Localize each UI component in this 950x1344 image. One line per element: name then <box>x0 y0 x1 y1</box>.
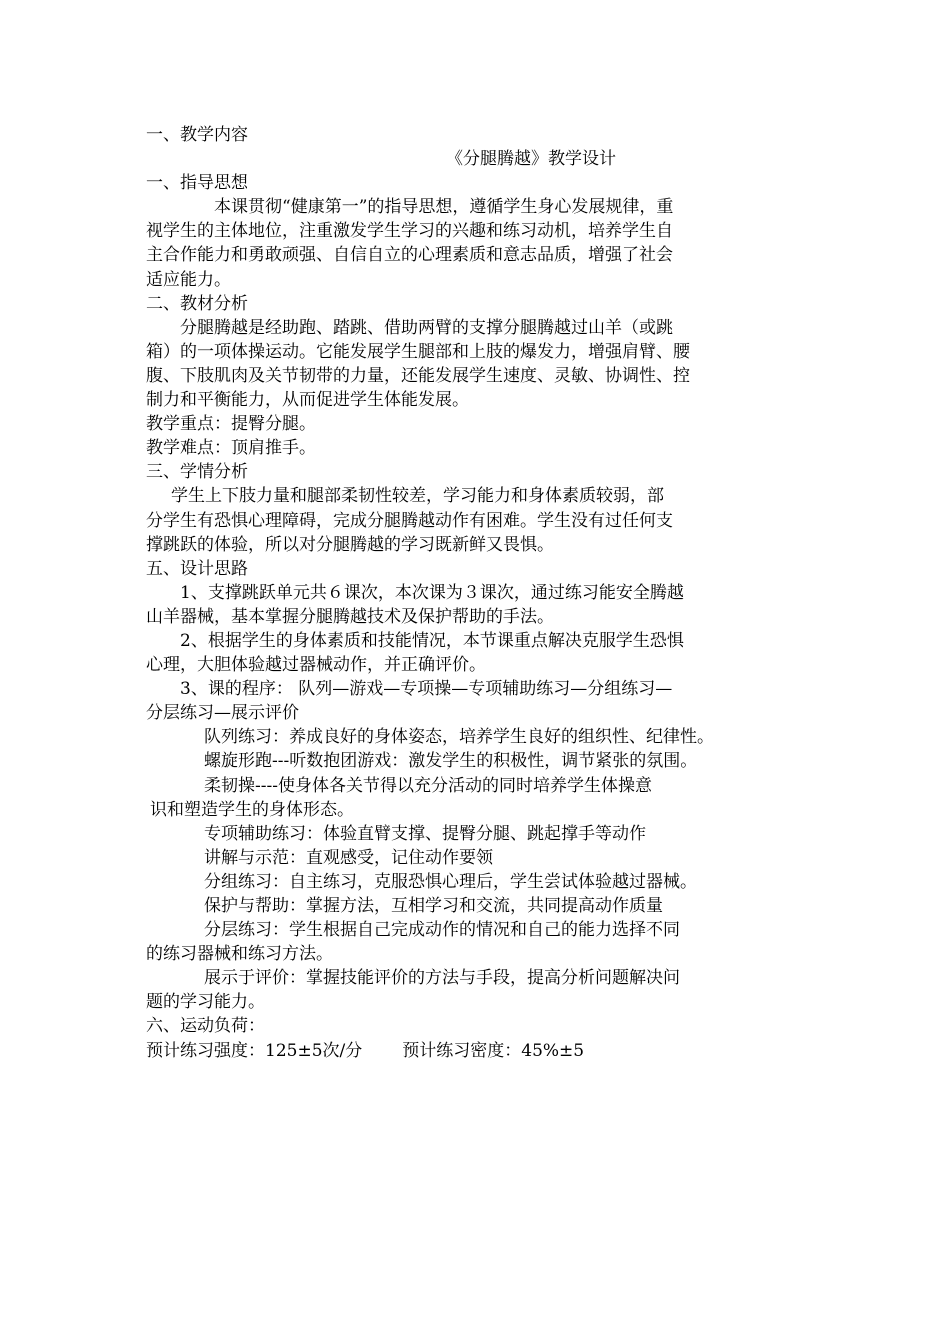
paragraph-line: 撑跳跃的体验，所以对分腿腾越的学习既新鲜又畏惧。 <box>146 534 554 555</box>
section-heading-learner-analysis: 三、学情分析 <box>146 462 248 483</box>
list-item: 2、根据学生的身体素质和技能情况，本节课重点解决克服学生恐惧 <box>180 630 684 651</box>
difficult-point: 教学难点：顶肩推手。 <box>146 438 316 459</box>
section-heading-guiding-thought: 一、指导思想 <box>146 173 248 194</box>
document-page <box>146 123 836 1063</box>
detail-line: 分组练习：自主练习，克服恐惧心理后，学生尝试体验越过器械。 <box>204 871 697 892</box>
exercise-density: 预计练习密度：45%±5 <box>402 1040 585 1061</box>
exercise-intensity: 预计练习强度：125±5次/分 <box>146 1040 363 1061</box>
detail-line: 讲解与示范：直观感受，记住动作要领 <box>204 847 493 868</box>
detail-line-continued: 识和塑造学生的身体形态。 <box>150 799 354 820</box>
key-point: 教学重点：提臀分腿。 <box>146 414 316 435</box>
paragraph-line: 学生上下肢力量和腿部柔韧性较差，学习能力和身体素质较弱，部 <box>171 486 664 507</box>
detail-line-continued: 的练习器械和练习方法。 <box>146 944 333 965</box>
paragraph-line: 主合作能力和勇敢顽强、自信自立的心理素质和意志品质，增强了社会 <box>146 245 673 266</box>
list-item: 1、支撑跳跃单元共６课次，本次课为３课次，通过练习能安全腾越 <box>180 582 684 603</box>
list-item-continued: 山羊器械，基本掌握分腿腾越技术及保护帮助的手法。 <box>146 606 554 627</box>
detail-line: 保护与帮助：掌握方法，互相学习和交流，共同提高动作质量 <box>204 896 663 916</box>
list-item-continued: 分层练习—展示评价 <box>146 703 299 724</box>
section-heading-content: 一、教学内容 <box>146 125 248 145</box>
list-item: 3、课的程序： 队列—游戏—专项操—专项辅助练习—分组练习— <box>180 679 673 700</box>
paragraph-line: 分学生有恐惧心理障碍，完成分腿腾越动作有困难。学生没有过任何支 <box>146 510 673 531</box>
paragraph-line: 分腿腾越是经助跑、踏跳、借助两臂的支撑分腿腾越过山羊（或跳 <box>180 317 673 338</box>
document-title: 《分腿腾越》教学设计 <box>446 149 616 170</box>
detail-line-continued: 题的学习能力。 <box>146 992 265 1013</box>
paragraph-line: 腹、下肢肌肉及关节韧带的力量，还能发展学生速度、灵敏、协调性、控 <box>146 365 690 386</box>
section-heading-design-idea: 五、设计思路 <box>146 558 248 579</box>
paragraph-line: 箱）的一项体操运动。它能发展学生腿部和上肢的爆发力，增强肩臂、腰 <box>146 341 690 362</box>
section-heading-exercise-load: 六、运动负荷： <box>146 1016 265 1037</box>
section-heading-material-analysis: 二、教材分析 <box>146 293 248 314</box>
detail-line: 螺旋形跑---听数抱团游戏：激发学生的积极性，调节紧张的氛围。 <box>204 751 698 772</box>
detail-line: 队列练习：养成良好的身体姿态，培养学生良好的组织性、纪律性。 <box>204 727 714 748</box>
paragraph-line: 制力和平衡能力，从而促进学生体能发展。 <box>146 390 469 411</box>
exercise-load-line <box>146 1039 836 1063</box>
paragraph-line: 适应能力。 <box>146 269 231 290</box>
paragraph-line: 本课贯彻“健康第一”的指导思想，遵循学生身心发展规律，重 <box>214 197 674 218</box>
detail-line: 展示于评价：掌握技能评价的方法与手段，提高分析问题解决问 <box>204 968 680 989</box>
paragraph-line: 视学生的主体地位，注重激发学生学习的兴趣和练习动机，培养学生自 <box>146 221 673 242</box>
detail-line: 柔韧操----使身体各关节得以充分活动的同时培养学生体操意 <box>204 775 652 796</box>
detail-line: 分层练习：学生根据自己完成动作的情况和自己的能力选择不同 <box>204 920 680 941</box>
detail-line: 专项辅助练习：体验直臂支撑、提臀分腿、跳起撑手等动作 <box>204 823 646 844</box>
list-item-continued: 心理，大胆体验越过器械动作，并正确评价。 <box>146 655 486 676</box>
